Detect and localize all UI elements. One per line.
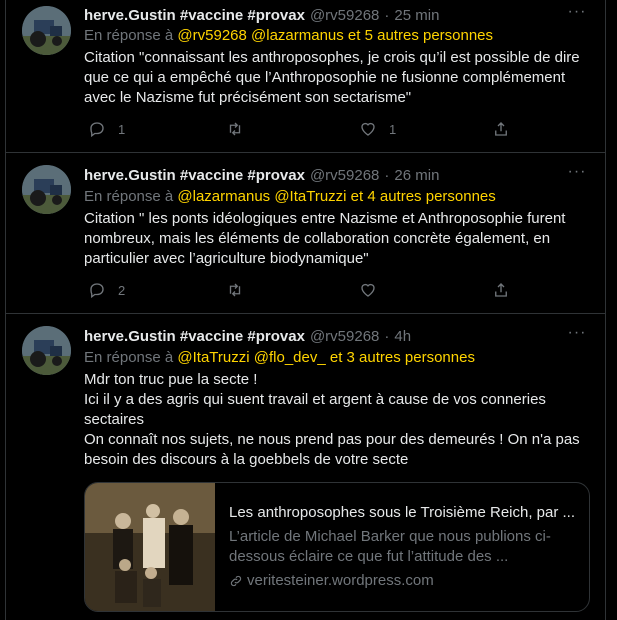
tweet[interactable]	[6, 0, 605, 153]
avatar[interactable]	[22, 165, 71, 214]
tractor-photo-icon	[22, 326, 71, 375]
tweet-line: Ici il y a des agris qui suent travail et argent à cause de vos conneries	[84, 391, 546, 408]
tractor-photo-icon	[22, 165, 71, 214]
card-description	[229, 527, 575, 567]
reply-context	[84, 349, 475, 366]
card-desc-line: L’article de Michael Barker que nous publions ci-	[229, 528, 551, 545]
tweet-line: Citation " les ponts idéologiques entre Nazisme et Anthroposophie furent	[84, 210, 566, 227]
tweet-actions	[84, 281, 524, 301]
more-icon[interactable]: ···	[567, 324, 587, 341]
reply-prefix: En réponse à	[84, 349, 174, 366]
retweet-icon	[226, 281, 244, 299]
avatar[interactable]	[22, 6, 71, 55]
tweet-text	[84, 370, 594, 470]
tweet-feed	[5, 0, 606, 620]
card-desc-line: dessous éclaire ce que fut l’attitude des ...	[229, 548, 509, 565]
tweet-header	[84, 5, 439, 25]
author-name[interactable]: herve.Gustin #vaccine #provax	[84, 327, 305, 345]
tweet-line: Citation "connaissant les anthroposophes, je crois qu’il est possible de dire	[84, 49, 580, 66]
tweet-line: avec le Nazisme fut précisément son sectarisme"	[84, 89, 412, 106]
tweet-line: Mdr ton truc pue la secte !	[84, 371, 258, 388]
card-title: Les anthroposophes sous le Troisième Reich, par ...	[229, 504, 576, 521]
more-icon[interactable]: ···	[567, 3, 587, 20]
separator-dot: ·	[384, 327, 390, 345]
tweet-line: que ce qui a empêché que l’Anthroposophie ne fusionne complémement	[84, 69, 566, 86]
reply-context	[84, 188, 496, 205]
card-domain	[229, 571, 575, 591]
reply-icon	[88, 281, 106, 299]
group-photo-icon	[85, 483, 215, 611]
tweet-line: nombreux, mais les éléments de collaboration concrète également, en	[84, 230, 551, 247]
link-icon	[229, 574, 243, 588]
retweet-icon	[226, 120, 244, 138]
separator-dot: ·	[384, 6, 390, 24]
more-icon[interactable]: ···	[567, 163, 587, 180]
avatar[interactable]	[22, 326, 71, 375]
reply-prefix: En réponse à	[84, 27, 174, 44]
author-name[interactable]: herve.Gustin #vaccine #provax	[84, 166, 305, 184]
retweet-button[interactable]	[226, 120, 256, 138]
like-icon	[359, 281, 377, 299]
reply-count: 1	[118, 121, 126, 137]
reply-icon	[88, 120, 106, 138]
reply-mentions[interactable]: @rv59268 @lazarmanus et 5 autres personnes	[177, 27, 494, 44]
tweet-time[interactable]: 25 min	[394, 6, 440, 24]
reply-mentions[interactable]: @lazarmanus @ItaTruzzi et 4 autres personnes	[177, 188, 496, 205]
like-count: 1	[389, 121, 397, 137]
tweet-text	[84, 48, 594, 108]
link-card[interactable]	[84, 482, 590, 612]
reply-count: 2	[118, 282, 126, 298]
tweet-text	[84, 209, 594, 269]
card-domain-text: veritesteiner.wordpress.com	[247, 572, 434, 589]
reply-prefix: En réponse à	[84, 188, 174, 205]
tweet-header	[84, 326, 411, 346]
tweet-line: sectaires	[84, 411, 145, 428]
share-icon	[492, 120, 510, 138]
share-button[interactable]	[492, 281, 510, 299]
like-button[interactable]	[359, 120, 396, 138]
separator-dot: ·	[384, 166, 390, 184]
author-name[interactable]: herve.Gustin #vaccine #provax	[84, 6, 305, 24]
tweet-line: besoin des discours à la goebbels de votre secte	[84, 451, 409, 468]
author-handle[interactable]: @rv59268	[309, 327, 380, 345]
tweet-time[interactable]: 26 min	[394, 166, 440, 184]
tractor-photo-icon	[22, 6, 71, 55]
tweet-line: On connaît nos sujets, ne nous prend pas pour des demeurés ! On n'a pas	[84, 431, 580, 448]
author-handle[interactable]: @rv59268	[309, 166, 380, 184]
like-button[interactable]	[359, 281, 389, 299]
author-handle[interactable]: @rv59268	[309, 6, 380, 24]
retweet-button[interactable]	[226, 281, 256, 299]
tweet[interactable]	[6, 153, 605, 314]
share-icon	[492, 281, 510, 299]
tweet-header	[84, 165, 439, 185]
card-text	[215, 483, 589, 611]
tweet-actions	[84, 120, 524, 140]
tweet-line: particulier avec l’agriculture biodynamique"	[84, 250, 369, 267]
reply-button[interactable]	[88, 281, 125, 299]
reply-context	[84, 27, 493, 44]
tweet-time[interactable]: 4h	[394, 327, 412, 345]
reply-mentions[interactable]: @ItaTruzzi @flo_dev_ et 3 autres personnes	[177, 349, 475, 366]
card-thumbnail	[85, 483, 215, 611]
share-button[interactable]	[492, 120, 510, 138]
like-icon	[359, 120, 377, 138]
reply-button[interactable]	[88, 120, 125, 138]
